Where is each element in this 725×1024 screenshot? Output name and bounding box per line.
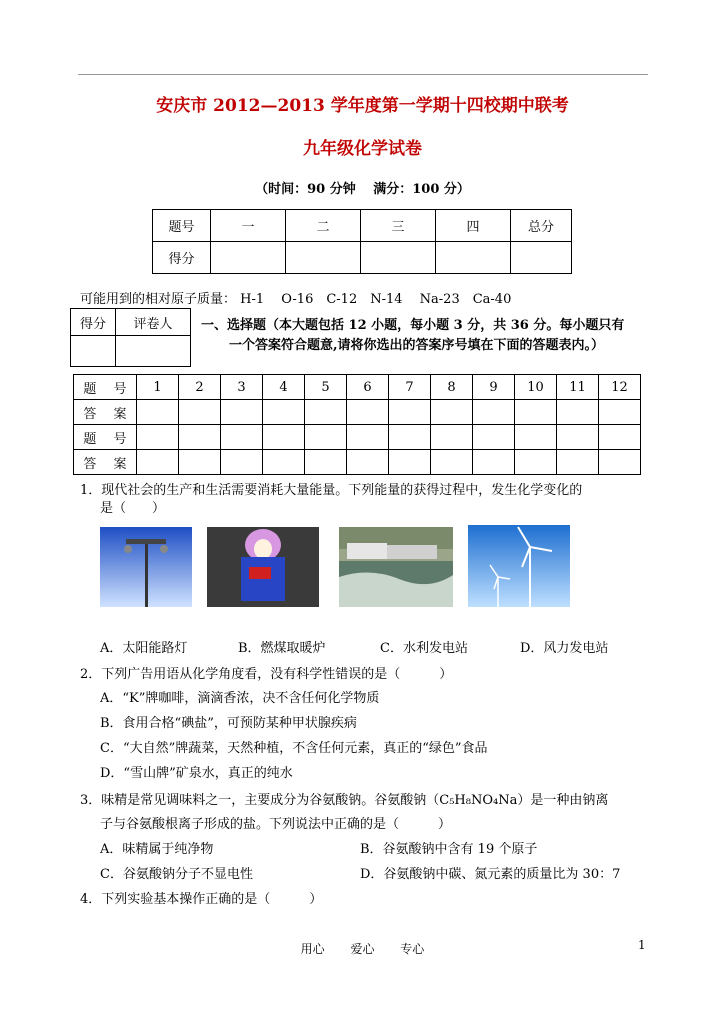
question-number-cell — [389, 425, 431, 450]
q1-option-c: C．水利发电站 — [380, 641, 468, 656]
question-number: 9 — [473, 375, 515, 400]
answer-cell[interactable] — [221, 400, 263, 425]
answer-cell[interactable] — [263, 450, 305, 475]
q2-stem: 2．下列广告用语从化学角度看，没有科学性错误的是（ ） — [80, 667, 453, 682]
q3-stem-line2: 子与谷氨酸根离子形成的盐。下列说法中正确的是（ ） — [100, 817, 452, 832]
answer-cell[interactable] — [431, 400, 473, 425]
question-number-cell — [137, 425, 179, 450]
q2-option-d: D．“雪山牌”矿泉水，真正的纯水 — [100, 766, 293, 781]
q3-option-d: D．谷氨酸钠中碳、氮元素的质量比为 30：7 — [360, 867, 621, 882]
q4-stem: 4．下列实验基本操作正确的是（ ） — [80, 892, 323, 907]
q3-option-b: B．谷氨酸钠中含有 19 个原子 — [360, 842, 538, 857]
q1-stem-line2: 是（ ） — [100, 501, 166, 516]
answer-cell[interactable] — [389, 450, 431, 475]
coal-stove-image — [207, 527, 319, 607]
grader-score-label: 得分 — [71, 309, 116, 336]
question-number-cell — [305, 425, 347, 450]
answer-cell[interactable] — [515, 400, 557, 425]
q3-option-c: C．谷氨酸钠分子不显电性 — [100, 867, 253, 882]
answer-cell[interactable] — [179, 450, 221, 475]
question-number: 2 — [179, 375, 221, 400]
section1-line2: 一个答案符合题意,请将你选出的答案序号填在下面的答题表内。） — [229, 338, 605, 353]
q3-stem-line1: 3．味精是常见调味料之一，主要成分为谷氨酸钠。谷氨酸钠（C₅H₈NO₄Na）是一种由钠离 — [80, 793, 609, 808]
answer-cell[interactable] — [431, 450, 473, 475]
answer-table-label: 题 号 — [74, 425, 137, 450]
score-cell[interactable] — [286, 242, 361, 274]
score-cell[interactable] — [211, 242, 286, 274]
answer-cell[interactable] — [137, 400, 179, 425]
grader-name-cell[interactable] — [116, 336, 191, 367]
q1-option-d: D．风力发电站 — [520, 641, 609, 656]
question-number-cell — [473, 425, 515, 450]
question-number: 1 — [137, 375, 179, 400]
question-number-cell — [347, 425, 389, 450]
answer-cell[interactable] — [305, 400, 347, 425]
score-row-label: 得分 — [153, 242, 211, 274]
grader-table — [70, 308, 191, 367]
header-rule — [78, 74, 648, 75]
answer-cell[interactable] — [599, 450, 641, 475]
score-cell[interactable] — [436, 242, 511, 274]
q2-option-a: A．“K”牌咖啡，滴滴香浓，决不含任何化学物质 — [100, 691, 380, 706]
answer-cell[interactable] — [347, 400, 389, 425]
answer-cell[interactable] — [179, 400, 221, 425]
score-cell[interactable] — [361, 242, 436, 274]
question-number: 12 — [599, 375, 641, 400]
answer-cell[interactable] — [137, 450, 179, 475]
section1-heading — [201, 316, 661, 356]
score-table — [152, 209, 572, 274]
question-number-cell — [221, 425, 263, 450]
score-header-cell: 二 — [286, 210, 361, 242]
answer-table-label: 题 号 — [74, 375, 137, 400]
q1-option-b: B．燃煤取暖炉 — [238, 641, 326, 656]
score-header-cell: 总分 — [511, 210, 572, 242]
answer-cell[interactable] — [221, 450, 263, 475]
answer-cell[interactable] — [263, 400, 305, 425]
score-header-cell: 四 — [436, 210, 511, 242]
footer-text: 用心 爱心 专心 — [300, 942, 425, 956]
question-number-cell — [599, 425, 641, 450]
question-number-cell — [263, 425, 305, 450]
answer-table-label: 答 案 — [74, 400, 137, 425]
answer-cell[interactable] — [473, 450, 515, 475]
answer-table-label: 答 案 — [74, 450, 137, 475]
wind-turbine-image — [468, 525, 570, 607]
q3-option-a: A．味精属于纯净物 — [100, 842, 214, 857]
question-number: 6 — [347, 375, 389, 400]
exam-title: 安庆市 2012—2013 学年度第一学期十四校期中联考 — [156, 96, 569, 116]
time-info: （时间：90 分钟 满分：100 分） — [255, 182, 470, 197]
answer-cell[interactable] — [347, 450, 389, 475]
section1-line1: 一、选择题（本大题包括 12 小题，每小题 3 分，共 36 分。每小题只有 — [201, 318, 625, 333]
grader-name-label: 评卷人 — [116, 309, 191, 336]
hydropower-station-image — [339, 527, 453, 607]
grader-score-cell[interactable] — [71, 336, 116, 367]
question-number: 4 — [263, 375, 305, 400]
question-number: 10 — [515, 375, 557, 400]
answer-cell[interactable] — [557, 400, 599, 425]
question-number: 3 — [221, 375, 263, 400]
exam-subtitle: 九年级化学试卷 — [303, 139, 422, 159]
question-number-cell — [515, 425, 557, 450]
question-number-cell — [431, 425, 473, 450]
q1-stem-line1: 1．现代社会的生产和生活需要消耗大量能量。下列能量的获得过程中，发生化学变化的 — [80, 483, 583, 498]
question-number-cell — [557, 425, 599, 450]
question-number: 5 — [305, 375, 347, 400]
q1-option-a: A．太阳能路灯 — [100, 641, 188, 656]
answer-cell[interactable] — [557, 450, 599, 475]
atomic-mass-note: 可能用到的相对原子质量： H-1 O-16 C-12 N-14 Na-23 Ca-40 — [80, 292, 512, 307]
answer-cell[interactable] — [389, 400, 431, 425]
question-number: 8 — [431, 375, 473, 400]
question-number: 7 — [389, 375, 431, 400]
score-header-cell: 一 — [211, 210, 286, 242]
q2-option-c: C．“大自然”牌蔬菜，天然种植，不含任何元素，真正的“绿色”食品 — [100, 741, 488, 756]
answer-cell[interactable] — [305, 450, 347, 475]
solar-streetlight-image — [100, 527, 192, 607]
answer-cell[interactable] — [515, 450, 557, 475]
q2-option-b: B．食用合格“碘盐”，可预防某种甲状腺疾病 — [100, 716, 357, 731]
score-header-cell: 题号 — [153, 210, 211, 242]
question-number-cell — [179, 425, 221, 450]
answer-table — [73, 374, 641, 475]
page-number: 1 — [638, 938, 646, 952]
question-number: 11 — [557, 375, 599, 400]
answer-cell[interactable] — [473, 400, 515, 425]
score-cell[interactable] — [511, 242, 572, 274]
score-header-cell: 三 — [361, 210, 436, 242]
answer-cell[interactable] — [599, 400, 641, 425]
